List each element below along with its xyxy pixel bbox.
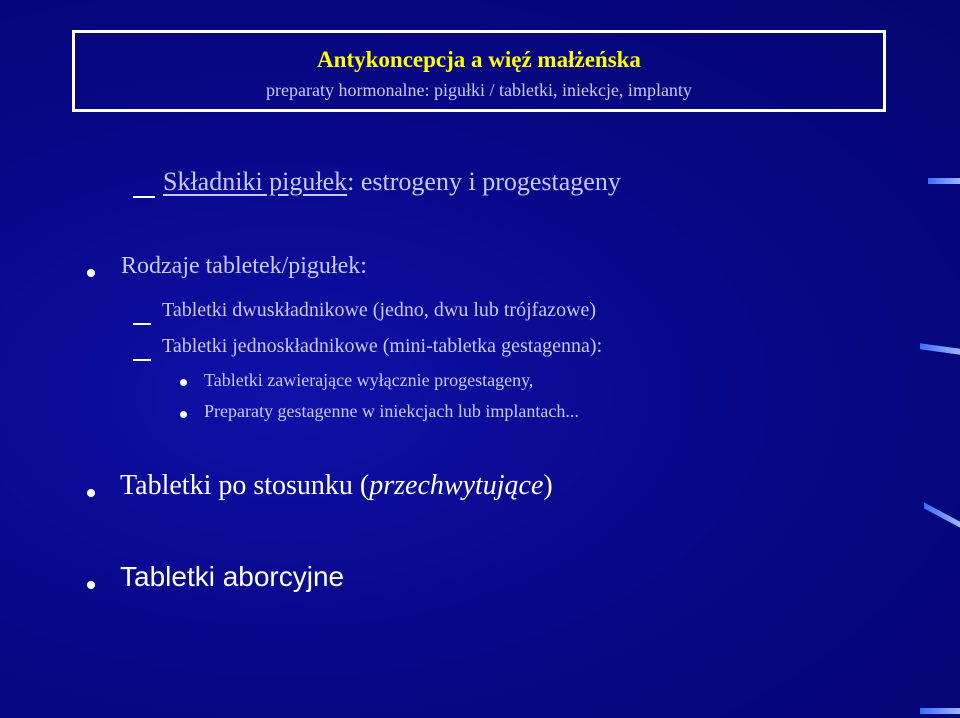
dash-marker: [133, 323, 151, 325]
components-line: [163, 167, 621, 197]
dash-marker: [133, 359, 151, 361]
sub-item-2b: Preparaty gestagenne w iniekcjach lub implantach...: [204, 401, 579, 421]
slide-title: Antykoncepcja a więź małżeńska: [317, 47, 641, 72]
slide-subtitle: preparaty hormonalne: pigułki / tabletki, iniekcje, implanty: [266, 80, 692, 100]
after-sex-prefix: Tabletki po stosunku (: [120, 470, 370, 501]
sub-item-2: Tabletki jednoskładnikowe (mini-tabletka gestagenna):: [162, 335, 603, 357]
after-sex-line: [120, 470, 553, 502]
after-sex-suffix: ): [543, 470, 553, 501]
abortive-line: Tabletki aborcyjne: [120, 561, 345, 592]
after-sex-italic: przechwytujące: [369, 470, 544, 501]
decoration-stripe: [928, 178, 960, 184]
sub-item-2a: Tabletki zawierające wyłącznie progestageny,: [204, 370, 534, 390]
components-label: Składniki pigułek: [163, 167, 348, 196]
dash-marker: [133, 196, 155, 198]
types-heading: Rodzaje tabletek/pigułek:: [121, 253, 367, 279]
decoration-stripe: [920, 708, 960, 714]
bullet-dot: [87, 581, 95, 589]
sub-item-1: Tabletki dwuskładnikowe (jedno, dwu lub trójfazowe): [162, 299, 597, 321]
components-rest: : estrogeny i progestageny: [347, 167, 621, 196]
bullet-dot: [180, 411, 187, 418]
bullet-dot: [180, 379, 187, 386]
title-box: [72, 30, 886, 112]
bullet-dot: [87, 489, 95, 497]
bullet-dot: [87, 269, 95, 277]
